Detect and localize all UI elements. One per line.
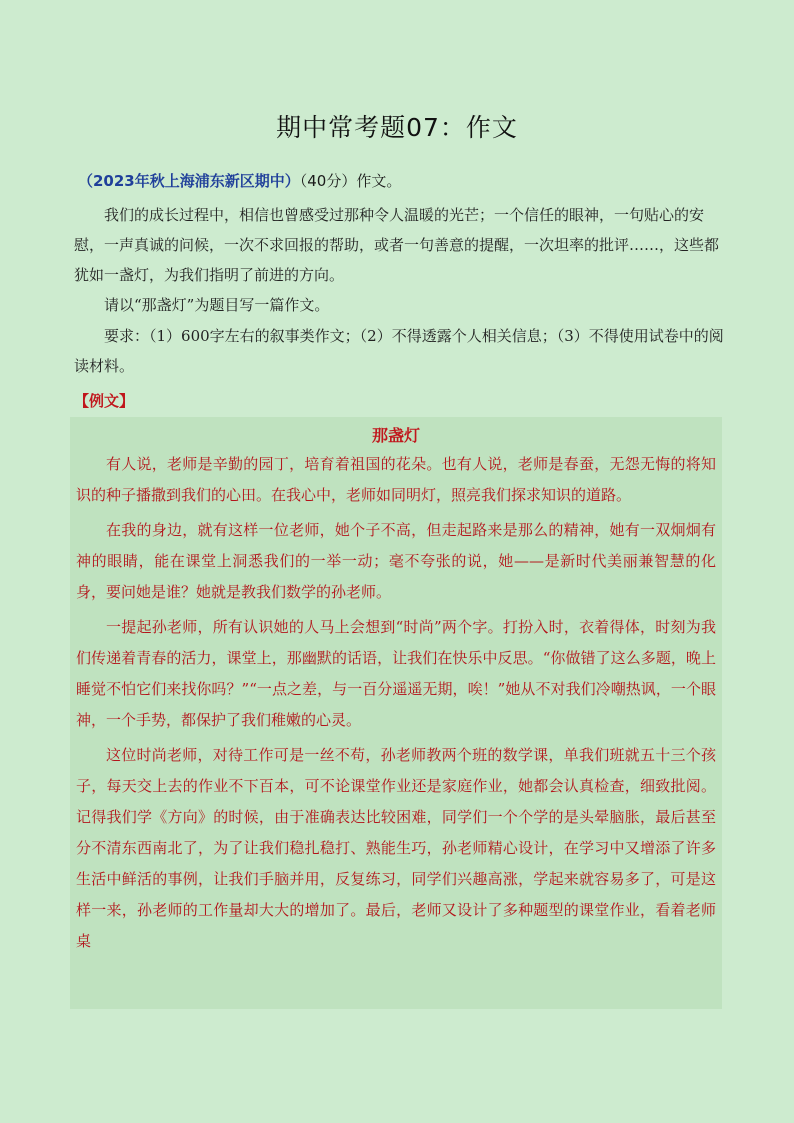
requirements: 要求：（1）600字左右的叙事类作文；（2）不得透露个人相关信息；（3）不得使用试卷中的阅读材料。 bbox=[74, 327, 724, 375]
essay-paragraph: 一提起孙老师，所有认识她的人马上会想到“时尚”两个字。打扮入时，衣着得体，时刻为我们传递着青春的活力，课堂上，那幽默的话语，让我们在快乐中反思。“你做错了这么多题，晚上睡觉不怕它们来找你吗？”“一点之差，与一百分遥遥无期，唉！”她从不对我们冷嘲热讽，一个眼神，一个手势，都保护了我们稚嫩的心灵。 bbox=[76, 618, 716, 729]
intro-paragraph: 我们的成长过程中，相信也曾感受过那种令人温暖的光芒；一个信任的眼神，一句贴心的安慰，一声真诚的问候，一次不求回报的帮助，或者一句善意的提醒，一次坦率的批评……，这些都犹如一盏灯，为我们指明了前进的方向。 bbox=[74, 206, 720, 284]
question-source bbox=[78, 170, 728, 192]
essay-paragraph: 这位时尚老师，对待工作可是一丝不苟，孙老师教两个班的数学课，单我们班就五十三个孩子，每天交上去的作业不下百本，可不论课堂作业还是家庭作业，她都会认真检查，细致批阅。记得我们学《方向》的时候，由于准确表达比较困难，同学们一个个学的是头晕脑胀，最后甚至分不清东西南北了，为了让我们稳扎稳打、熟能生巧，孙老师精心设计，在学习中又增添了许多生活中鲜活的事例，让我们手脑并用，反复练习，同学们兴趣高涨，学起来就容易多了，可是这样一来，孙老师的工作量却大大的增加了。最后，老师又设计了多种题型的课堂作业，看着老师桌 bbox=[76, 746, 716, 950]
source-tag: （2023年秋上海浦东新区期中） bbox=[78, 172, 300, 190]
example-label: 【例文】 bbox=[74, 392, 135, 410]
essay-paragraph: 在我的身边，就有这样一位老师，她个子不高，但走起路来是那么的精神，她有一双炯炯有神的眼睛，能在课堂上洞悉我们的一举一动；毫不夸张的说，她——是新时代美丽兼智慧的化身，要问她是谁？她就是教我们数学的孙老师。 bbox=[76, 521, 716, 601]
essay-body bbox=[70, 449, 722, 957]
question-body bbox=[74, 200, 724, 381]
source-rest: （40分）作文。 bbox=[299, 172, 402, 190]
example-essay bbox=[70, 417, 722, 1009]
essay-paragraph: 有人说，老师是辛勤的园丁，培育着祖国的花朵。也有人说，老师是春蚕，无怨无悔的将知识的种子播撒到我们的心田。在我心中，老师如同明灯，照亮我们探求知识的道路。 bbox=[76, 455, 716, 504]
essay-title: 那盏灯 bbox=[371, 426, 420, 445]
writing-prompt: 请以“那盏灯”为题目写一篇作文。 bbox=[104, 296, 330, 314]
page-title: 期中常考题07：作文 bbox=[276, 113, 518, 142]
